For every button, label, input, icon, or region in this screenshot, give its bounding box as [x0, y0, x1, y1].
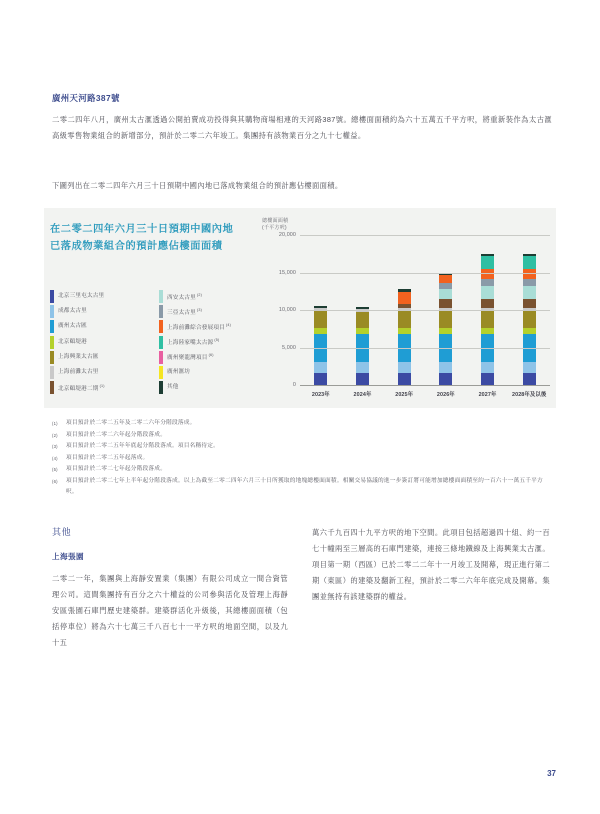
legend-label: 北京頤堤港二期$^{(1)}$	[58, 383, 105, 392]
legend-note: (4)	[225, 323, 232, 328]
legend-item	[159, 335, 257, 350]
legend-swatch	[50, 305, 54, 318]
y-axis-tick-label: 10,000	[278, 307, 296, 313]
chart-bar-segment	[439, 275, 452, 283]
chart-bar	[523, 254, 536, 386]
footnote-marker: (5)	[52, 467, 58, 473]
chart-gridline	[278, 307, 550, 313]
chart-plot-area	[278, 232, 550, 398]
chart-bar-segment	[439, 299, 452, 308]
chart-bar-segment	[439, 362, 452, 373]
chart-gridline	[278, 232, 550, 238]
legend-swatch	[159, 336, 163, 349]
legend-label: 三亞太古里$^{(3)}$	[167, 307, 203, 316]
footnote-text: 項目預計於二零二五年起落成。	[66, 454, 149, 461]
y-axis-tick-label: 0	[292, 382, 296, 388]
chart-bar-segment	[398, 373, 411, 387]
x-axis-tick-label: 2026年	[436, 392, 455, 398]
legend-item	[159, 350, 257, 365]
footnote-text: 項目預計於二零二七年起分階段落成。	[66, 466, 167, 473]
chart-bar-segment	[481, 373, 494, 387]
chart-bar-segment	[356, 362, 369, 373]
chart-bar-segment	[481, 362, 494, 373]
legend-item	[50, 319, 148, 334]
chart-bar-segment	[398, 311, 411, 328]
legend-swatch	[159, 305, 163, 318]
footnote-text: 項目預計於二零二七年上半年起分階段落成。以上為截至二零二四年六月三十日所獲取的地塊總樓面面積。相關交易協議的進一步簽訂將可能增加總樓面面積至約一百六十一萬五千平方呎。	[66, 477, 543, 495]
y-axis-tick-label: 5,000	[282, 344, 296, 351]
chart-bar-slot	[425, 236, 467, 398]
legend-swatch	[50, 351, 54, 364]
chart-gridline	[278, 269, 550, 276]
legend-item	[159, 365, 257, 380]
chart-title: 在二零二四年六月三十日預期中國內地已落成物業組合的預計應佔樓面面積	[50, 224, 234, 252]
chart-bar-slot	[467, 236, 509, 398]
footnote-marker: (1)	[52, 421, 58, 426]
footnote-row	[52, 476, 552, 497]
legend-swatch	[159, 351, 163, 364]
legend-swatch	[159, 290, 163, 303]
chart-bar-segment	[523, 269, 536, 279]
chart-bar-segment	[523, 362, 536, 373]
legend-label: 廣州太古匯	[58, 323, 87, 330]
legend-label: 上海陸家嘴太古源$^{(5)}$	[167, 338, 220, 347]
legend-label: 西安太古里$^{(2)}$	[167, 292, 203, 301]
legend-item	[159, 304, 257, 319]
footnote-text: 項目預計於二零二六年起分階段落成。	[66, 431, 167, 438]
x-axis-tick-label: 2027年	[478, 392, 497, 398]
footnote-marker: (6)	[52, 478, 58, 484]
chart-bar-segment	[398, 362, 411, 373]
footnote-row	[52, 418, 552, 430]
article-paragraph-1: 二零二四年八月，廣州太古滙透過公開拍賣成功投得與其購物商場相連的天河路387號。總樓面面積約為六十五萬五千平方呎，將重新裝作為太古滙高級零售物業組合的新增部分，預計於二零二六年竣工。集團持有該物業百分之九十七權益。	[52, 115, 552, 140]
chart-bar-segment	[523, 279, 536, 287]
chart-bar-segment	[439, 373, 452, 387]
legend-note: (3)	[196, 307, 203, 312]
chart-gridline	[292, 382, 550, 388]
footnote-row	[52, 464, 552, 476]
other-right-column: 萬六千九百四十九平方呎的地下空間。此項目包括超過四十組、約一百七十幢兩至三層高的石庫門建築，連接三條地鐵線及上海興業太古滙。項目第一期（西區）已於二零二二年十一月竣工及開幕，現正進行第二期（東區）的建築及翻新工程，預計於二零二六年年底完成及開幕。集團並無持有該建築群的權益。	[312, 528, 550, 601]
legend-label: 上海興業太古匯	[58, 353, 99, 360]
chart-gridline	[282, 344, 550, 351]
chart-bar-segment	[481, 286, 494, 299]
legend-label: 北京頤堤港	[58, 338, 87, 345]
chart-bar-slot	[383, 236, 425, 398]
legend-label: 其他	[167, 384, 179, 391]
legend-swatch	[159, 320, 163, 333]
legend-note: (2)	[196, 292, 203, 297]
legend-label: 廣州滙坊	[167, 369, 191, 376]
chart-bar-segment	[523, 256, 536, 269]
chart-bar-segment	[314, 373, 327, 387]
chart-bar-segment	[356, 373, 369, 387]
chart-plot-wrapper	[262, 218, 550, 403]
chart-bar-segment	[439, 289, 452, 299]
other-sub-heading: 上海張園	[52, 552, 84, 561]
article-paragraph-2: 下圖列出在二零二四年六月三十日預期中國內地已落成物業組合的預計應佔樓面面積。	[52, 181, 343, 190]
chart-bar	[314, 306, 327, 386]
legend-swatch	[50, 320, 54, 333]
chart-bar-segment	[314, 311, 327, 328]
footnote-row	[52, 453, 552, 465]
chart-bar-segment	[481, 299, 494, 308]
chart-bar	[439, 273, 452, 386]
chart-bar-segment	[523, 299, 536, 308]
y-axis-tick-label: 20,000	[278, 232, 296, 238]
legend-swatch	[50, 381, 54, 394]
chart-bar-segment	[481, 269, 494, 279]
legend-label: 上海前灘太古里	[58, 369, 99, 376]
legend-column-left	[50, 289, 148, 395]
legend-note: (1)	[99, 383, 105, 388]
x-axis-tick-label: 2028年及以後	[512, 392, 547, 398]
chart-bar-segment	[523, 373, 536, 387]
legend-label: 北京三里屯太古里	[58, 293, 105, 300]
legend-swatch	[50, 336, 54, 349]
legend-swatch	[159, 381, 163, 394]
chart-bar-segment	[481, 311, 494, 328]
y-axis-caption	[262, 218, 288, 231]
footnote-marker: (4)	[52, 455, 58, 461]
legend-note: (5)	[214, 338, 220, 343]
chart-bar-segment	[439, 311, 452, 328]
y-axis-tick-label: 15,000	[278, 269, 296, 276]
chart-bar-slot	[508, 236, 550, 398]
legend-item	[50, 380, 148, 395]
legend-swatch	[159, 366, 163, 379]
other-section-heading: 其他	[52, 527, 72, 537]
chart-bar	[398, 289, 411, 386]
chart-bar-segment	[481, 256, 494, 269]
legend-label: 上海前灘綜合發展項目$^{(4)}$	[167, 323, 232, 331]
chart-bar-segment	[314, 362, 327, 373]
y-axis-caption-line-2: (千平方呎)	[262, 224, 287, 231]
chart-footnotes	[52, 418, 552, 497]
section-heading: 廣州天河路387號	[52, 93, 120, 103]
chart-legend	[50, 289, 260, 395]
legend-item	[159, 380, 257, 395]
legend-note: (6)	[208, 353, 214, 358]
chart-bar-segment	[523, 311, 536, 328]
chart-bar-segment	[481, 279, 494, 287]
page-number: 37	[547, 769, 556, 778]
chart-bar	[356, 307, 369, 386]
chart-bars	[300, 236, 550, 398]
legend-item	[159, 289, 257, 304]
chart-bar-segment	[356, 312, 369, 328]
legend-item	[50, 304, 148, 319]
chart-bar	[481, 254, 494, 386]
x-axis-tick-label: 2023年	[311, 392, 330, 398]
y-axis-caption-line-1: 總樓面面積	[262, 218, 289, 224]
x-axis-tick-label: 2025年	[395, 392, 414, 398]
footnote-text: 項目預計於二零二五年年底起分階段落成。項目名稱待定。	[66, 443, 220, 450]
x-axis-tick-label: 2024年	[353, 392, 372, 398]
other-left-column: 二零二一年，集團與上海靜安置業（集團）有限公司成立一間合資管理公司。這間集團持有百分之六十權益的公司參與活化及管理上海靜安區張園石庫門歷史建築群。建築群活化升級後，其總樓面面積（包括停車位）將為六十七萬三千八百七十一平方呎的地面空間，以及九十五	[52, 574, 288, 647]
footnote-marker: (3)	[52, 444, 58, 450]
chart-bar-slot	[342, 236, 384, 398]
legend-item	[50, 289, 148, 304]
footnote-row	[52, 430, 552, 442]
legend-item	[159, 319, 257, 334]
footnote-text: 項目預計於二零二五年及二零二六年分階段落成。	[66, 420, 196, 426]
footnote-marker: (2)	[52, 432, 58, 438]
chart-bar-segment	[523, 286, 536, 299]
footnote-row	[52, 441, 552, 453]
legend-swatch	[50, 366, 54, 379]
legend-item	[50, 365, 148, 380]
legend-label: 廣州聚龍灣項目$^{(6)}$	[167, 353, 214, 362]
legend-swatch	[50, 290, 54, 303]
chart-bar-segment	[398, 292, 411, 305]
legend-label: 成都太古里	[58, 308, 87, 315]
chart-bar-slot	[300, 236, 342, 398]
legend-item	[50, 350, 148, 365]
legend-item	[50, 335, 148, 350]
legend-column-right	[159, 289, 257, 395]
